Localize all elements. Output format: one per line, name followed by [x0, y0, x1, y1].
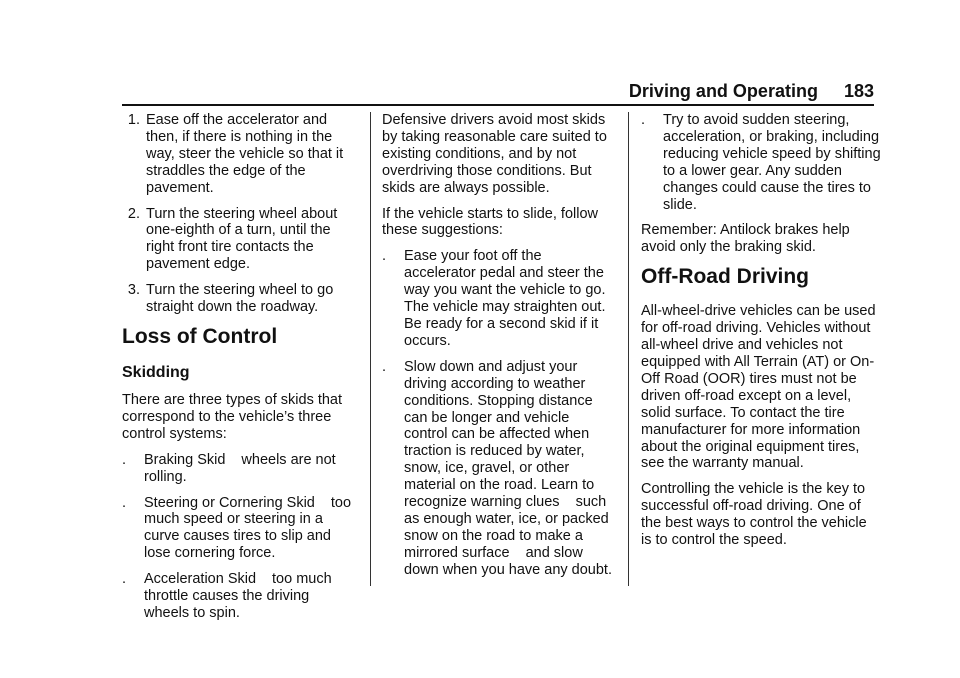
heading-loss-of-control: Loss of Control — [122, 324, 278, 348]
column-1 — [122, 112, 358, 631]
antilock-note: Remember: Antilock brakes help avoid only the braking skid. — [641, 222, 850, 256]
list-item — [382, 359, 614, 579]
step-text: Ease off the accelerator and then, if there is nothing in the way, steer the vehicle so that it straddles the edge of the pavement. — [146, 112, 344, 196]
off-road-paragraph-1: All-wheel-drive vehicles can be used for off-road driving. Vehicles without all-wheel drive and vehicles not equipped with All Terrain (AT) or On-Off Road (OOR) tires must not be driven off-road except on a level, solid surface. To contact the tire manufacturer for more information about the original equipment tires, see the warranty manual. — [641, 303, 876, 472]
bullet-text: Try to avoid sudden steering, acceleration, or braking, including reducing vehicle speed by shifting to a lower gear. Any sudden changes could cause the tires to slide. — [663, 112, 881, 213]
step-number: 2. — [127, 205, 140, 222]
section-title: Driving and Operating — [628, 81, 818, 101]
bullet-mark: . — [122, 494, 127, 511]
bullet-part-3: and slow down when you have any doubt. — [404, 544, 612, 578]
heading-off-road-driving: Off-Road Driving — [641, 265, 809, 289]
skid-intro: There are three types of skids that correspond to the vehicle’s three control systems: — [122, 391, 343, 442]
step-text: Turn the steering wheel to go straight down the roadway. — [146, 282, 334, 316]
step-item — [122, 112, 358, 197]
header-rule — [122, 104, 874, 106]
bullet-text: Ease your foot off the accelerator pedal and steer the way you want the vehicle to go. The vehicle may straighten out. Be ready for a second skid if it occurs. — [404, 248, 606, 349]
list-item — [122, 571, 358, 622]
bullet-part-1: Slow down and adjust your driving according to weather conditions. Stopping distance can be longer and vehicle control can be affected when traction is reduced by water, snow, ice, gravel, or other material on the road. Learn to recognize warning clues — [404, 358, 595, 511]
step-text: Turn the steering wheel about one-eighth of a turn, until the right front tire contacts the pavement edge. — [146, 205, 338, 273]
column-divider-1 — [370, 112, 371, 586]
defensive-drivers-paragraph: Defensive drivers avoid most skids by taking reasonable care suited to existing conditions, and by not overdriving those conditions. But skids are always possible. — [382, 112, 607, 196]
subheading-skidding: Skidding — [122, 363, 190, 381]
off-road-paragraph-2: Controlling the vehicle is the key to successful off-road driving. One of the best ways to control the vehicle is to control the speed. — [641, 481, 867, 549]
bullet-text — [144, 495, 358, 563]
bullet-rest: too much speed or steering in a curve causes tires to slip and lose cornering force. — [144, 494, 352, 562]
step-item — [122, 282, 358, 316]
step-number: 1. — [127, 112, 140, 128]
bullet-lead: Acceleration Skid — [144, 571, 257, 588]
step-number: 3. — [127, 282, 140, 299]
bullet-text — [144, 452, 358, 486]
bullet-text — [404, 359, 614, 579]
list-item — [122, 495, 358, 563]
bullet-rest: wheels are not rolling. — [144, 451, 336, 485]
bullet-mark: . — [641, 112, 646, 128]
list-item — [641, 112, 881, 213]
page-header — [629, 81, 874, 102]
bullet-lead: Steering or Cornering Skid — [144, 494, 315, 511]
column-divider-2 — [628, 112, 629, 586]
column-3 — [641, 112, 881, 558]
bullet-rest: too much throttle causes the driving wheels to spin. — [144, 571, 332, 621]
bullet-part-2: such as enough water, ice, or packed snow on the road to make a mirrored surface — [404, 494, 609, 561]
bullet-mark: . — [122, 571, 127, 588]
bullet-mark: . — [382, 248, 387, 265]
slide-suggestions-paragraph: If the vehicle starts to slide, follow these suggestions: — [382, 205, 598, 239]
bullet-mark: . — [122, 451, 127, 468]
column-2 — [382, 112, 614, 588]
list-item — [122, 452, 358, 486]
list-item — [382, 248, 614, 349]
bullet-text — [144, 571, 358, 622]
page-number: 183 — [843, 81, 874, 101]
bullet-lead: Braking Skid — [144, 451, 226, 468]
bullet-mark: . — [382, 358, 387, 375]
step-item — [122, 206, 358, 274]
